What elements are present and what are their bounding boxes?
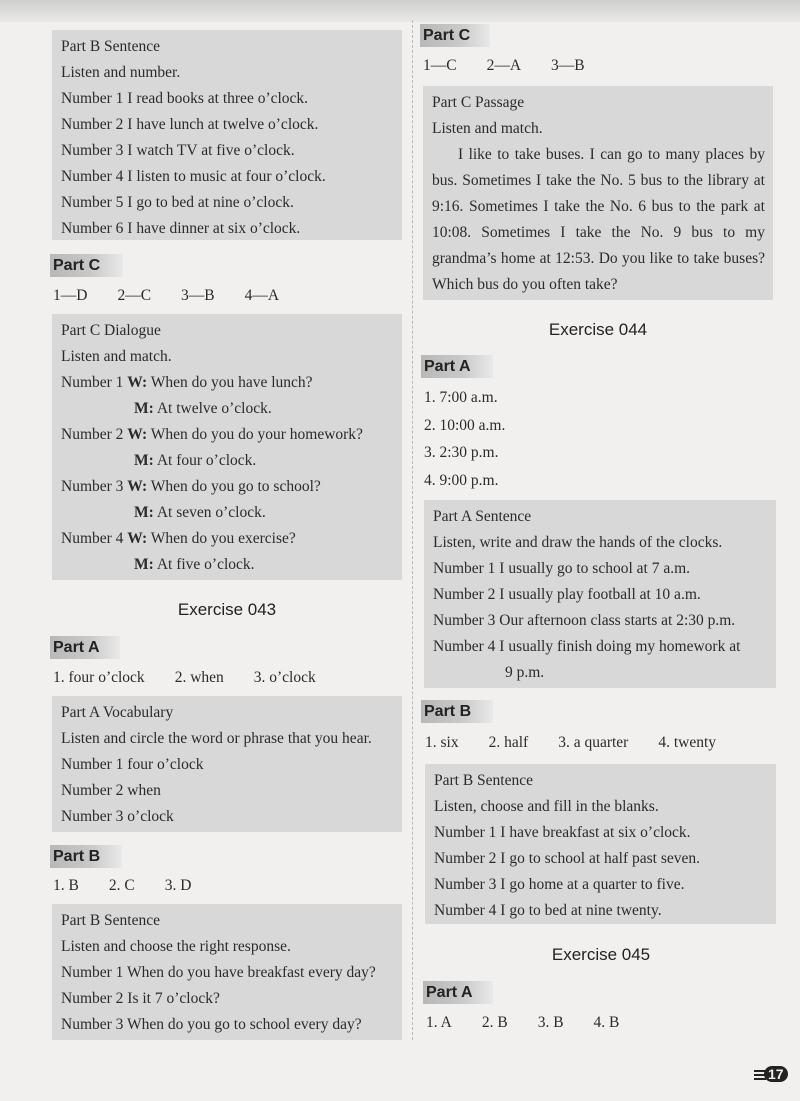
exercise-045-title: Exercise 045	[551, 945, 651, 964]
part-c-answers-right	[423, 53, 615, 79]
box-line: Number 1 I have breakfast at six o’clock.	[434, 824, 691, 841]
dialogue-number: Number 4	[61, 530, 124, 547]
part-b-heading: Part B	[50, 845, 122, 868]
part-b-heading-right: Part B	[421, 700, 493, 723]
speaker-m: M:	[134, 400, 154, 417]
box-title: Part C Dialogue	[61, 322, 161, 339]
part-a-sentence-box	[424, 500, 776, 688]
answer-text: At four o’clock.	[156, 452, 257, 469]
passage-text: I like to take buses. I can go to many places by bus. Sometimes I take the No. 5 bus to the library at 9:16. Sometimes I take the No. 6 bus to the park at 10:08. Sometimes I take the No. 9 bus to my grandma’s home at 12:53. Do you like to take buses? Which bus do you often take?	[432, 146, 765, 293]
answer: 3. a quarter	[558, 734, 629, 751]
answer: 1. B	[53, 877, 79, 894]
dialogue-number: Number 2	[61, 426, 124, 443]
page-top-edge	[0, 0, 800, 22]
part-a-answers-right	[424, 384, 505, 494]
dialogue-question	[61, 422, 394, 448]
box-line: Number 2 Is it 7 o’clock?	[61, 990, 220, 1007]
box-line: Part A Vocabulary	[61, 704, 174, 721]
box-line: Part B Sentence	[61, 38, 161, 55]
answer: 3—B	[181, 287, 215, 304]
answer: 3—B	[551, 57, 585, 74]
speaker-m: M:	[134, 452, 154, 469]
box-line: Number 1 four o’clock	[61, 756, 204, 773]
question-text: When do you have lunch?	[150, 374, 313, 391]
question-text: When do you do your homework?	[150, 426, 363, 443]
answer: 3. 2:30 p.m.	[424, 444, 499, 461]
box-instruction: Listen and match.	[61, 348, 172, 365]
dialogue-question	[61, 526, 394, 552]
answer: 2—C	[117, 287, 152, 304]
answer: 2. B	[481, 1014, 508, 1031]
answer: 1. A	[426, 1014, 452, 1031]
answer: 1. four o’clock	[53, 669, 145, 686]
box-line: Number 3 I go home at a quarter to five.	[434, 876, 685, 893]
page-number-ornament	[754, 1070, 766, 1082]
box-line: Listen and circle the word or phrase that you hear.	[61, 730, 372, 747]
part-b-answers-right	[425, 730, 746, 756]
answer: 2—A	[486, 57, 522, 74]
part-c-answers	[53, 283, 309, 309]
speaker-w: W:	[127, 426, 148, 443]
box-line: Number 2 I have lunch at twelve o’clock.	[61, 116, 319, 133]
part-a-heading-right: Part A	[421, 355, 493, 378]
box-line: Number 1 When do you have breakfast every day?	[61, 964, 376, 981]
box-instruction: Listen and match.	[432, 120, 543, 137]
box-line: Listen and choose the right response.	[61, 938, 291, 955]
part-a-answers	[53, 665, 346, 691]
part-c-dialogue-box	[52, 314, 402, 580]
answer: 2. half	[488, 734, 529, 751]
dialogue-answer	[61, 448, 394, 474]
question-text: When do you exercise?	[150, 530, 296, 547]
dialogue-answer	[61, 500, 394, 526]
column-divider	[412, 20, 413, 1040]
exercise-044-title: Exercise 044	[548, 320, 648, 339]
box-line: Number 3 I watch TV at five o’clock.	[61, 142, 295, 159]
part-b-answers	[53, 873, 221, 899]
answer: 2. 10:00 a.m.	[424, 416, 506, 434]
box-line: Part B Sentence	[61, 912, 161, 929]
box-title: Part C Passage	[432, 94, 525, 111]
part-b-sentence-box	[52, 30, 402, 240]
speaker-m: M:	[134, 556, 154, 573]
box-line: Listen, choose and fill in the blanks.	[434, 798, 659, 815]
box-line-continued: 9 p.m.	[505, 664, 545, 681]
part-c-heading-right: Part C	[420, 24, 490, 47]
answer: 1—D	[53, 287, 88, 304]
dialogue-answer	[61, 552, 394, 578]
box-line: Number 3 o’clock	[61, 808, 174, 825]
answer: 3. o’clock	[253, 669, 316, 686]
answer-text: At seven o’clock.	[156, 504, 266, 521]
box-line: Number 1 I read books at three o’clock.	[61, 90, 309, 107]
answer: 3. B	[537, 1014, 564, 1031]
answer: 4. 9:00 p.m.	[424, 471, 499, 489]
box-line: Number 5 I go to bed at nine o’clock.	[61, 194, 294, 211]
box-line: Number 4 I listen to music at four o’clock.	[61, 168, 326, 185]
box-line: Listen and number.	[61, 64, 181, 81]
box-line: Number 3 When do you go to school every day?	[61, 1016, 362, 1033]
answer: 4. twenty	[658, 734, 717, 751]
part-c-passage-box	[423, 86, 773, 300]
answer: 1—C	[423, 57, 457, 74]
answer: 2. C	[108, 877, 135, 894]
box-line: Number 6 I have dinner at six o’clock.	[61, 220, 301, 237]
answer-text: At five o’clock.	[156, 556, 255, 573]
dialogue-number: Number 3	[61, 478, 124, 495]
box-line: Number 2 I go to school at half past seven.	[434, 850, 701, 867]
exercise-043-title: Exercise 043	[177, 600, 277, 619]
box-line: Part A Sentence	[433, 508, 532, 525]
question-text: When do you go to school?	[150, 478, 321, 495]
box-line: Number 2 I usually play football at 10 a.m.	[433, 586, 701, 603]
answer: 4—A	[244, 287, 280, 304]
answer-text: At twelve o’clock.	[156, 400, 272, 417]
dialogue-number: Number 1	[61, 374, 124, 391]
part-a-vocabulary-box	[52, 696, 402, 832]
box-line: Number 2 when	[61, 782, 161, 799]
speaker-w: W:	[127, 478, 148, 495]
box-line: Number 3 Our afternoon class starts at 2:30 p.m.	[433, 612, 736, 629]
part-a-heading-045: Part A	[423, 981, 493, 1004]
part-a-heading: Part A	[50, 636, 120, 659]
speaker-w: W:	[127, 374, 148, 391]
box-line: Number 4 I go to bed at nine twenty.	[434, 902, 662, 919]
page-number	[754, 1066, 790, 1086]
box-line: Listen, write and draw the hands of the clocks.	[433, 534, 723, 551]
speaker-w: W:	[127, 530, 148, 547]
answer: 3. D	[164, 877, 192, 894]
answer: 1. six	[425, 734, 459, 751]
box-line: Number 4 I usually finish doing my homework at	[433, 638, 741, 655]
page-number-text: 17	[764, 1066, 788, 1082]
part-c-heading: Part C	[50, 254, 123, 277]
answer: 2. when	[174, 669, 224, 686]
part-b-sentence-box-right	[425, 764, 776, 924]
part-b-sentence-box-2	[52, 904, 402, 1040]
box-line: Number 1 I usually go to school at 7 a.m.	[433, 560, 690, 577]
dialogue-question	[61, 370, 394, 396]
answer: 1. 7:00 a.m.	[424, 389, 498, 406]
speaker-m: M:	[134, 504, 154, 521]
box-line: Part B Sentence	[434, 772, 534, 789]
dialogue-answer	[61, 396, 394, 422]
dialogue-question	[61, 474, 394, 500]
part-a-answers-045	[426, 1010, 649, 1036]
answer: 4. B	[593, 1014, 620, 1031]
